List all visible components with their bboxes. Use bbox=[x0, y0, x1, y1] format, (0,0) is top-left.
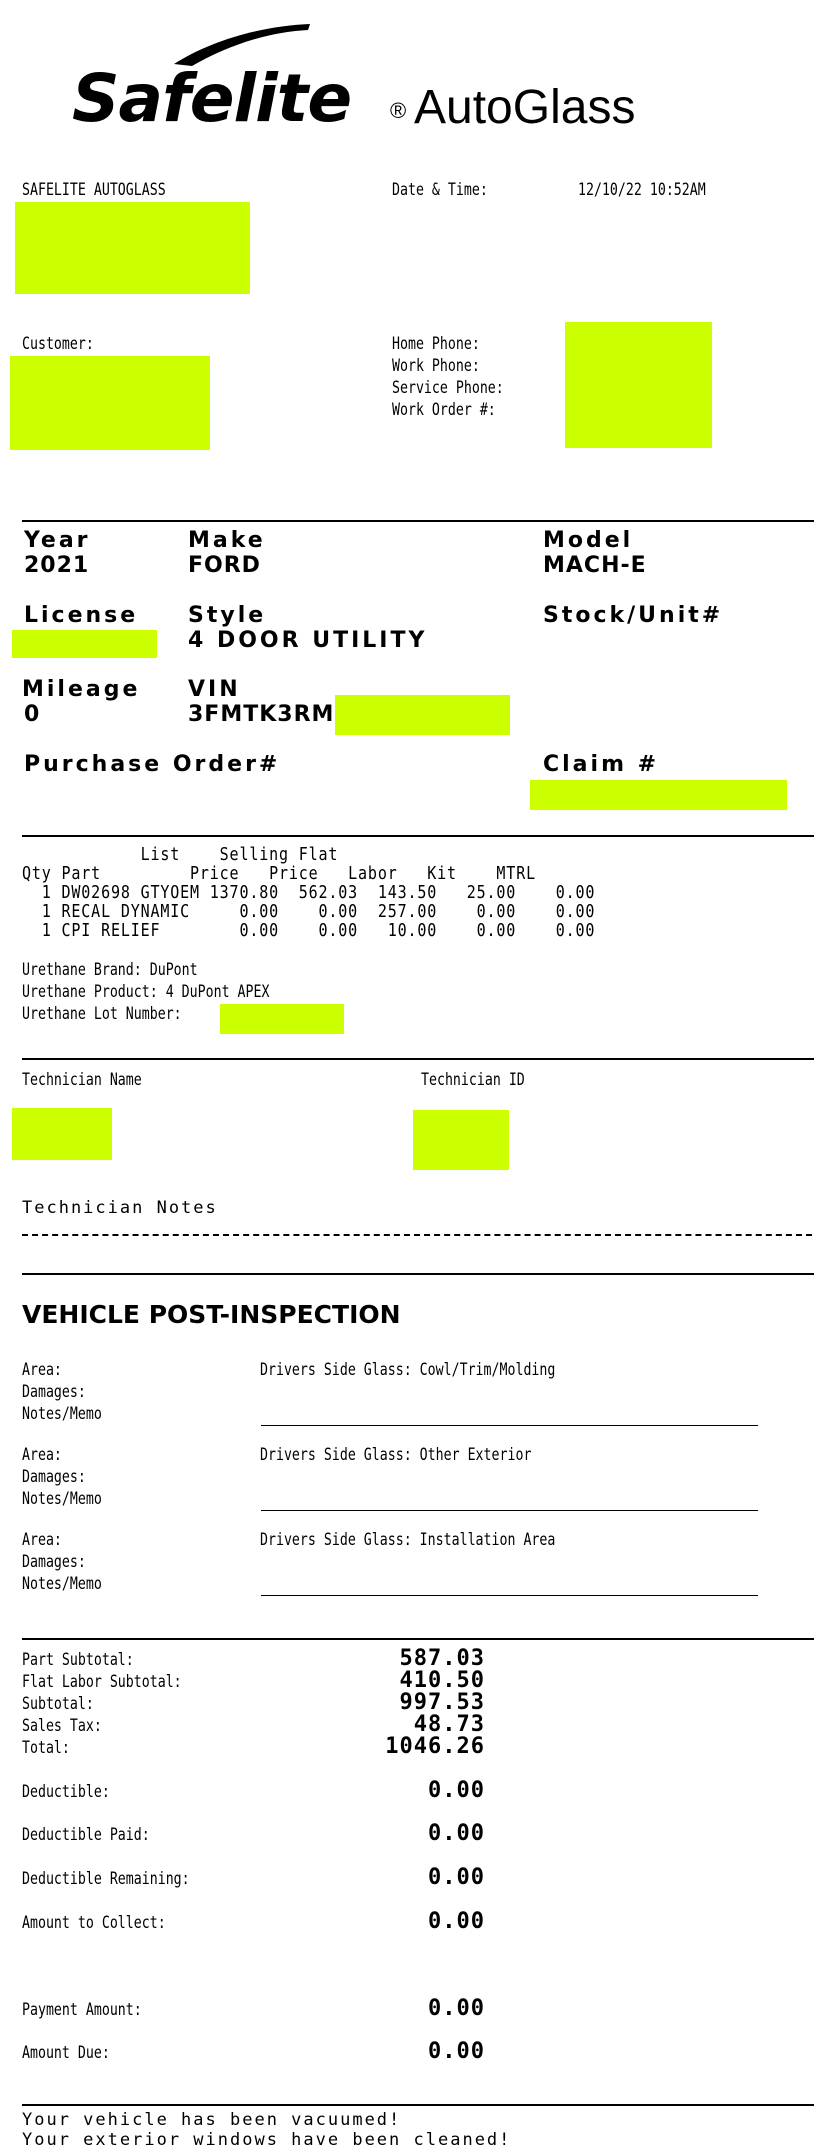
flat-labor-value: 410.50 bbox=[399, 1668, 485, 1693]
divider-2 bbox=[22, 835, 814, 837]
redacted-tech-id bbox=[413, 1110, 509, 1170]
notes-memo-label: Notes/Memo bbox=[22, 1404, 102, 1424]
notes-line bbox=[261, 1425, 758, 1426]
style-value: 4 DOOR UTILITY bbox=[188, 628, 428, 653]
license-label: License bbox=[24, 603, 139, 628]
subtotal-label: Subtotal: bbox=[22, 1694, 94, 1714]
brand-registered: ® bbox=[390, 98, 407, 123]
area-label: Area: bbox=[22, 1445, 62, 1465]
date-label: Date & Time: bbox=[392, 180, 488, 200]
work-order-label: Work Order #: bbox=[392, 400, 496, 420]
divider-3 bbox=[22, 1058, 814, 1060]
redacted-phones bbox=[565, 322, 712, 448]
deductible-paid-label: Deductible Paid: bbox=[22, 1825, 150, 1845]
damages-label: Damages: bbox=[22, 1552, 86, 1572]
payment-amount-value: 0.00 bbox=[428, 1996, 485, 2021]
inspection-area: Drivers Side Glass: Cowl/Trim/Molding bbox=[260, 1360, 556, 1380]
deductible-value: 0.00 bbox=[428, 1778, 485, 1803]
brand-name: Safelite bbox=[72, 60, 352, 137]
parts-header-2: Qty Part Price Price Labor Kit MTRL bbox=[22, 863, 536, 884]
urethane-product: Urethane Product: 4 DuPont APEX bbox=[22, 982, 270, 1002]
mileage-value: 0 bbox=[24, 702, 41, 727]
divider-6 bbox=[22, 2104, 814, 2106]
part-subtotal-value: 587.03 bbox=[399, 1646, 485, 1671]
company-name: SAFELITE AUTOGLASS bbox=[22, 180, 166, 200]
home-phone-label: Home Phone: bbox=[392, 334, 480, 354]
make-label: Make bbox=[188, 528, 266, 553]
redacted-claim bbox=[530, 780, 787, 810]
subtotal-value: 997.53 bbox=[399, 1690, 485, 1715]
date-value: 12/10/22 10:52AM bbox=[578, 180, 706, 200]
sales-tax-value: 48.73 bbox=[413, 1712, 485, 1737]
deductible-paid-value: 0.00 bbox=[428, 1821, 485, 1846]
notes-memo-label: Notes/Memo bbox=[22, 1574, 102, 1594]
urethane-brand: Urethane Brand: DuPont bbox=[22, 960, 198, 980]
brand-product: AutoGlass bbox=[414, 81, 636, 134]
total-value: 1046.26 bbox=[385, 1734, 485, 1759]
deductible-label: Deductible: bbox=[22, 1782, 110, 1802]
total-label: Total: bbox=[22, 1738, 70, 1758]
redacted-vin bbox=[335, 695, 510, 735]
damages-label: Damages: bbox=[22, 1467, 86, 1487]
amount-due-label: Amount Due: bbox=[22, 2043, 110, 2063]
notes-line bbox=[261, 1595, 758, 1596]
parts-row: 1 DW02698 GTYOEM 1370.80 562.03 143.50 25.00 0.00 bbox=[22, 882, 596, 903]
divider-5 bbox=[22, 1638, 814, 1640]
deductible-remaining-value: 0.00 bbox=[428, 1865, 485, 1890]
parts-row: 1 CPI RELIEF 0.00 0.00 10.00 0.00 0.00 bbox=[22, 920, 596, 941]
deductible-remaining-label: Deductible Remaining: bbox=[22, 1869, 190, 1889]
sales-tax-label: Sales Tax: bbox=[22, 1716, 102, 1736]
redacted-license bbox=[12, 630, 157, 658]
redacted-address bbox=[15, 202, 250, 294]
redacted-lot bbox=[220, 1004, 344, 1034]
service-phone-label: Service Phone: bbox=[392, 378, 504, 398]
technician-name-label: Technician Name bbox=[22, 1070, 142, 1090]
damages-label: Damages: bbox=[22, 1382, 86, 1402]
divider-1 bbox=[22, 520, 814, 522]
technician-id-label: Technician ID bbox=[421, 1070, 525, 1090]
divider-4 bbox=[22, 1273, 814, 1275]
amount-collect-label: Amount to Collect: bbox=[22, 1913, 166, 1933]
area-label: Area: bbox=[22, 1360, 62, 1380]
footer-windows: Your exterior windows have been cleaned! bbox=[22, 2130, 512, 2150]
part-subtotal-label: Part Subtotal: bbox=[22, 1650, 134, 1670]
stock-label: Stock/Unit# bbox=[543, 603, 724, 628]
mileage-label: Mileage bbox=[22, 677, 141, 702]
urethane-lot: Urethane Lot Number: bbox=[22, 1004, 182, 1024]
style-label: Style bbox=[188, 603, 267, 628]
flat-labor-label: Flat Labor Subtotal: bbox=[22, 1672, 182, 1692]
inspection-area: Drivers Side Glass: Other Exterior bbox=[260, 1445, 532, 1465]
amount-collect-value: 0.00 bbox=[428, 1909, 485, 1934]
year-value: 2021 bbox=[24, 553, 90, 578]
brand-logo bbox=[72, 20, 652, 135]
amount-due-value: 0.00 bbox=[428, 2039, 485, 2064]
inspection-title: VEHICLE POST-INSPECTION bbox=[22, 1300, 401, 1329]
model-label: Model bbox=[543, 528, 634, 553]
make-value: FORD bbox=[188, 553, 261, 578]
parts-table bbox=[22, 845, 595, 940]
payment-amount-label: Payment Amount: bbox=[22, 2000, 142, 2020]
technician-notes-label: Technician Notes bbox=[22, 1198, 218, 1218]
footer-vacuumed: Your vehicle has been vacuumed! bbox=[22, 2110, 402, 2130]
purchase-order-label: Purchase Order# bbox=[24, 752, 281, 777]
inspection-area: Drivers Side Glass: Installation Area bbox=[260, 1530, 556, 1550]
technician-notes-line bbox=[22, 1234, 812, 1236]
vin-label: VIN bbox=[188, 677, 241, 702]
customer-label: Customer: bbox=[22, 334, 94, 354]
notes-line bbox=[261, 1510, 758, 1511]
redacted-customer bbox=[10, 356, 210, 450]
vin-value: 3FMTK3RM bbox=[188, 702, 335, 727]
work-phone-label: Work Phone: bbox=[392, 356, 480, 376]
parts-header-1: List Selling Flat bbox=[22, 844, 339, 865]
year-label: Year bbox=[24, 528, 91, 553]
notes-memo-label: Notes/Memo bbox=[22, 1489, 102, 1509]
redacted-tech-name bbox=[12, 1108, 112, 1160]
area-label: Area: bbox=[22, 1530, 62, 1550]
claim-label: Claim # bbox=[543, 752, 660, 777]
model-value: MACH-E bbox=[543, 553, 647, 578]
parts-row: 1 RECAL DYNAMIC 0.00 0.00 257.00 0.00 0.00 bbox=[22, 901, 596, 922]
